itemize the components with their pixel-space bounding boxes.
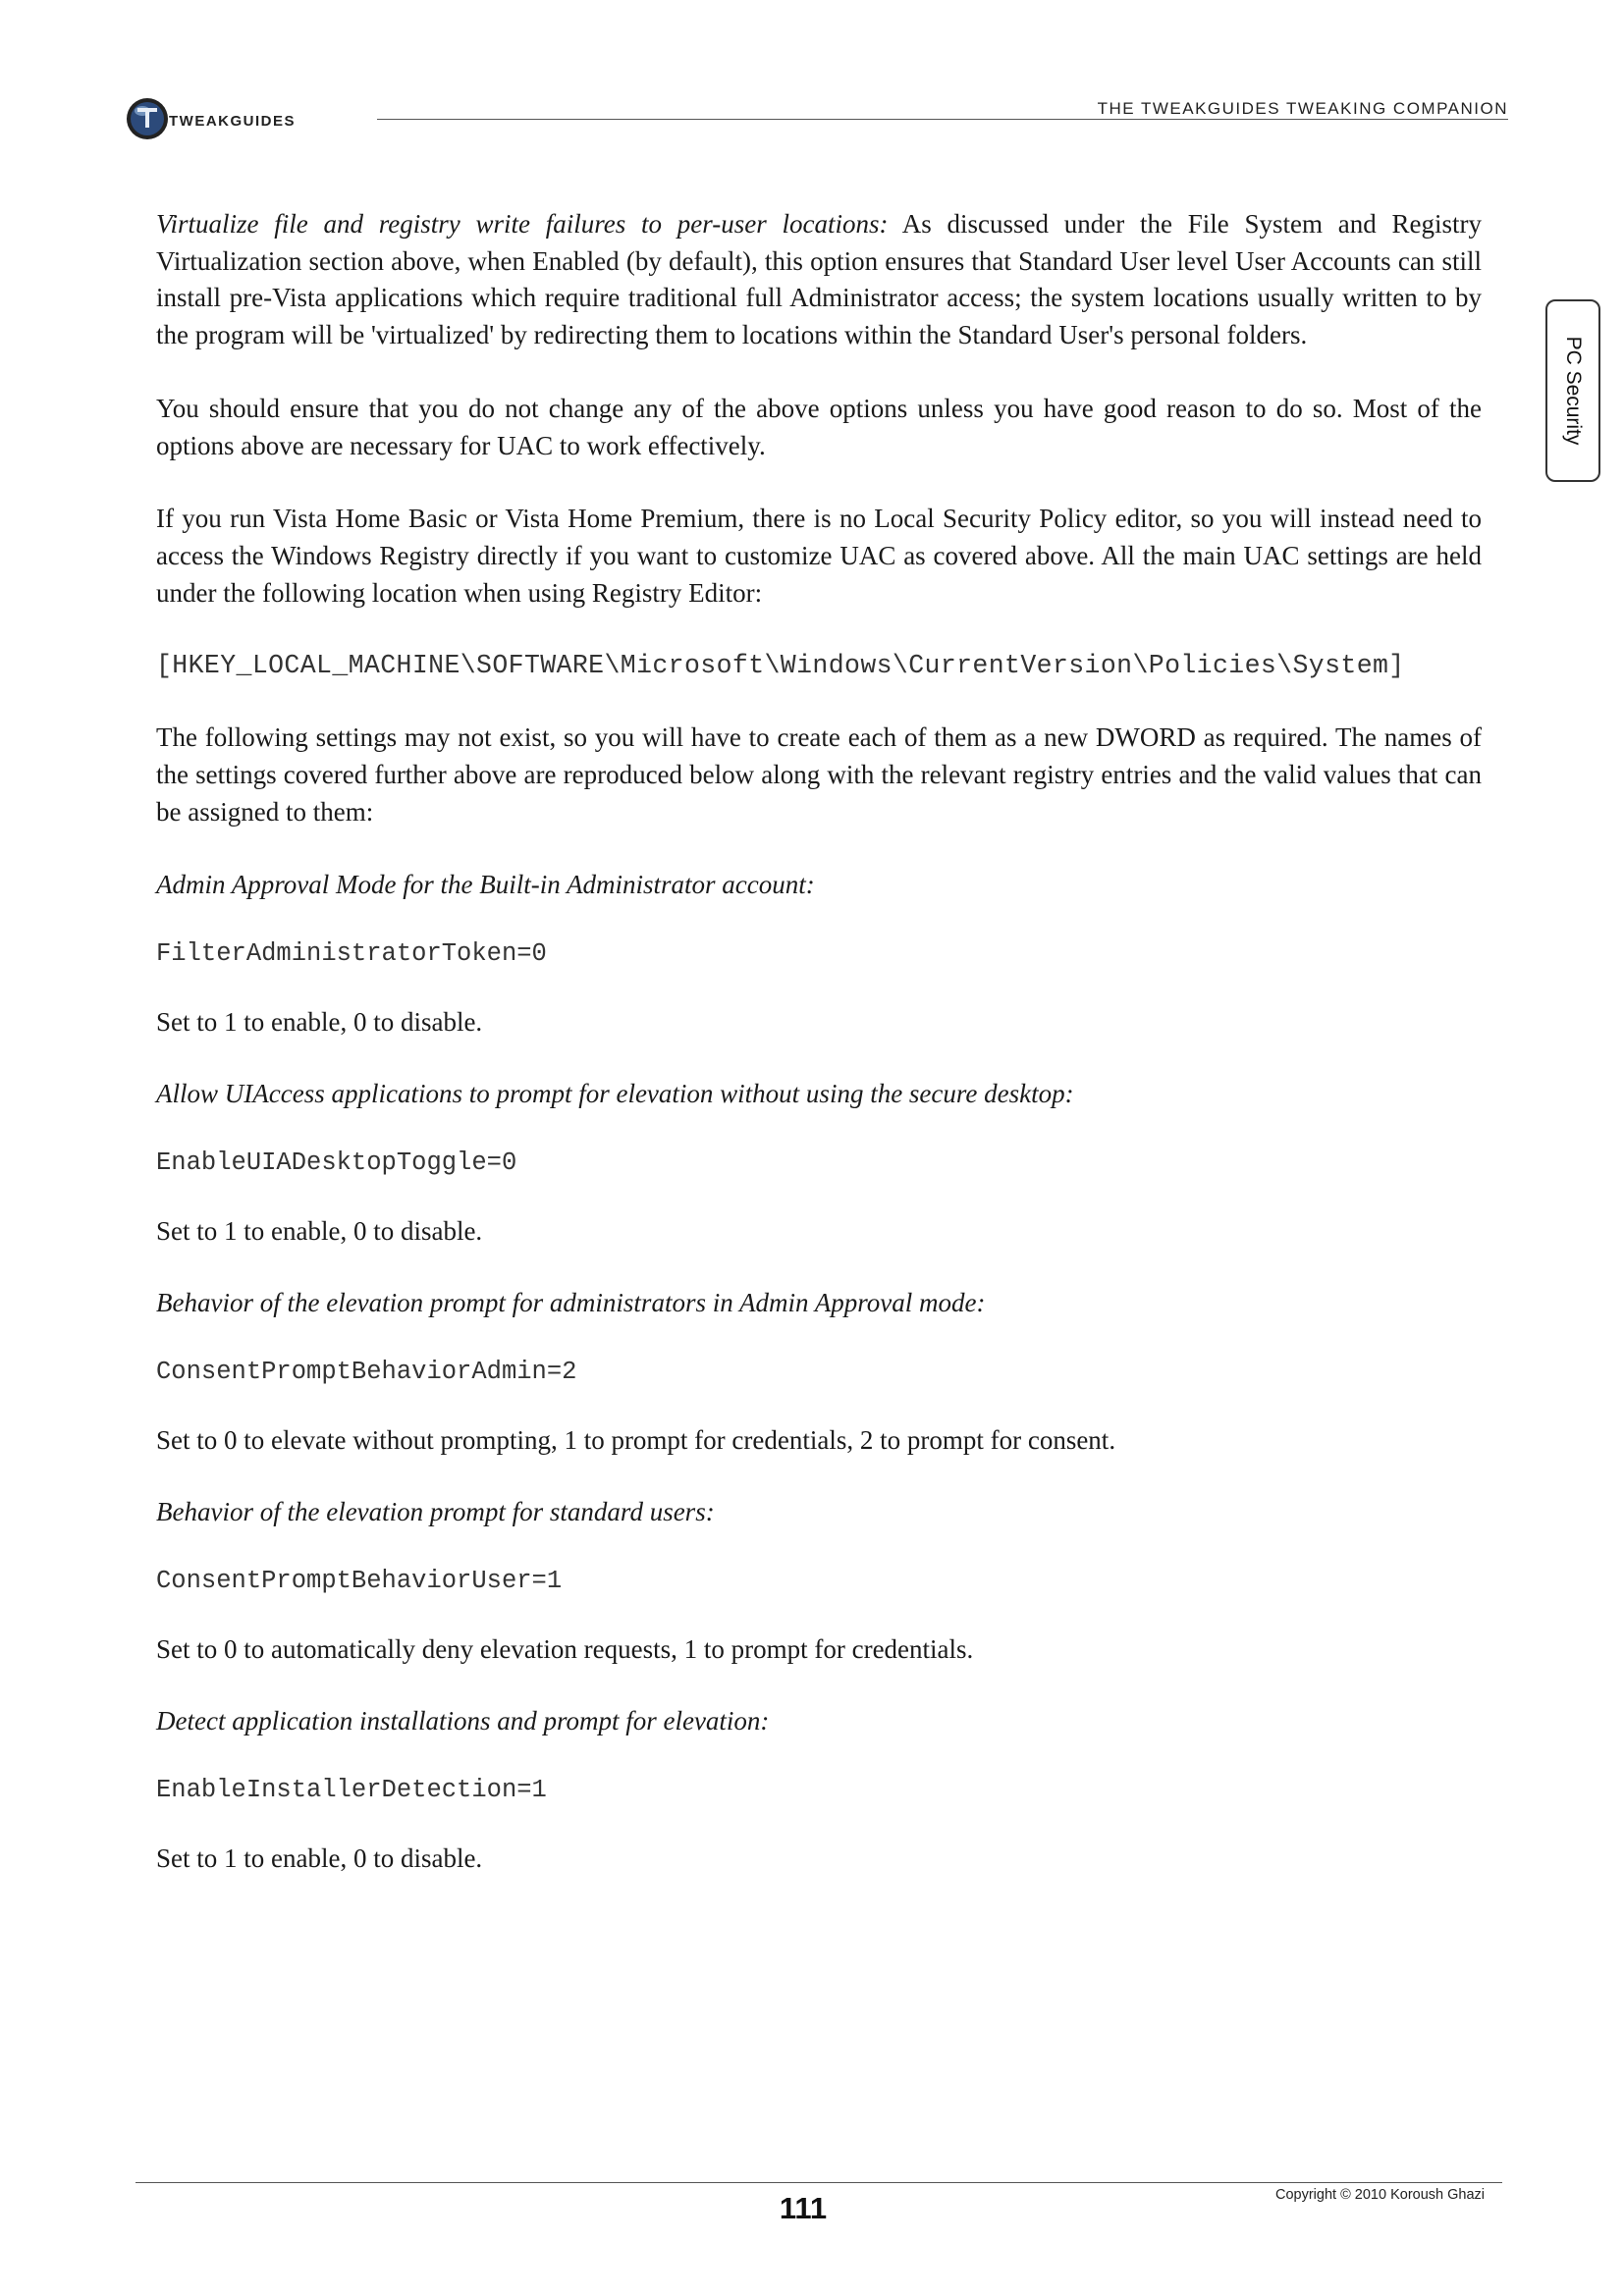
page-content	[156, 206, 1482, 1912]
setting-description: Set to 0 to automatically deny elevation requests, 1 to prompt for credentials.	[156, 1634, 974, 1665]
section-side-tab	[1545, 299, 1600, 482]
header-rule	[377, 119, 1508, 120]
paragraph-settings-intro: The following settings may not exist, so you will have to create each of them as a new DWORD as required. The names of the settings covered further above are reproduced below along with the relevant registry entries and the valid values that can be assigned to them:	[156, 722, 1482, 827]
setting-item	[156, 1076, 1482, 1250]
registry-entry: ConsentPromptBehaviorAdmin=2	[156, 1358, 577, 1387]
paragraph-lead: Virtualize file and registry write failures to per-user locations:	[156, 209, 889, 239]
setting-item	[156, 1494, 1482, 1668]
setting-item	[156, 1703, 1482, 1877]
setting-name: Behavior of the elevation prompt for administrators in Admin Approval mode:	[156, 1288, 986, 1318]
registry-entry: EnableInstallerDetection=1	[156, 1776, 547, 1805]
setting-description: Set to 1 to enable, 0 to disable.	[156, 1843, 483, 1874]
registry-path: [HKEY_LOCAL_MACHINE\SOFTWARE\Microsoft\Windows\CurrentVersion\Policies\System]	[156, 651, 1405, 681]
setting-name: Behavior of the elevation prompt for standard users:	[156, 1497, 715, 1527]
setting-item	[156, 867, 1482, 1041]
setting-item	[156, 1285, 1482, 1459]
setting-name: Admin Approval Mode for the Built-in Administrator account:	[156, 870, 815, 900]
header-title: THE TWEAKGUIDES TWEAKING COMPANION	[1097, 99, 1508, 118]
paragraph-ensure: You should ensure that you do not change any of the above options unless you have good reason to do so. Most of the options above are necessary for UAC to work effectively.	[156, 393, 1482, 460]
page-header	[126, 94, 1508, 143]
paragraph-home-editions: If you run Vista Home Basic or Vista Home Premium, there is no Local Security Policy editor, so you will instead need to access the Windows Registry directly if you want to customize UAC as covered above. All the main UAC settings are held under the following location when using Registry Editor:	[156, 504, 1482, 608]
registry-entry: FilterAdministratorToken=0	[156, 939, 547, 969]
footer-rule	[135, 2182, 1502, 2183]
setting-name: Detect application installations and prompt for elevation:	[156, 1706, 770, 1736]
setting-description: Set to 1 to enable, 0 to disable.	[156, 1216, 483, 1247]
registry-entry: ConsentPromptBehaviorUser=1	[156, 1567, 563, 1596]
logo-text: TWEAKGUIDES	[169, 113, 296, 130]
registry-entry: EnableUIADesktopToggle=0	[156, 1148, 517, 1178]
setting-name: Allow UIAccess applications to prompt for elevation without using the secure desktop:	[156, 1079, 1074, 1109]
side-tab-label: PC Security	[1562, 336, 1585, 446]
tweakguides-logo-icon	[127, 98, 168, 139]
tweakguides-logo	[126, 94, 361, 143]
setting-description: Set to 0 to elevate without prompting, 1 to prompt for credentials, 2 to prompt for consent.	[156, 1425, 1116, 1456]
paragraph-virtualize	[156, 206, 1482, 354]
setting-description: Set to 1 to enable, 0 to disable.	[156, 1007, 483, 1038]
paragraph-text: As discussed under the File System and Registry Virtualization section above, when Enabled (by default), this option ensures that Standard User level User Accounts can still install pre-Vista applications which require traditional full Administrator access; the system locations usually written to by the program will be 'virtualized' by redirecting them to locations within the Standard User's personal folders.	[156, 209, 1482, 350]
copyright-notice: Copyright © 2010 Koroush Ghazi	[1275, 2187, 1485, 2203]
page-number: 111	[779, 2191, 828, 2225]
